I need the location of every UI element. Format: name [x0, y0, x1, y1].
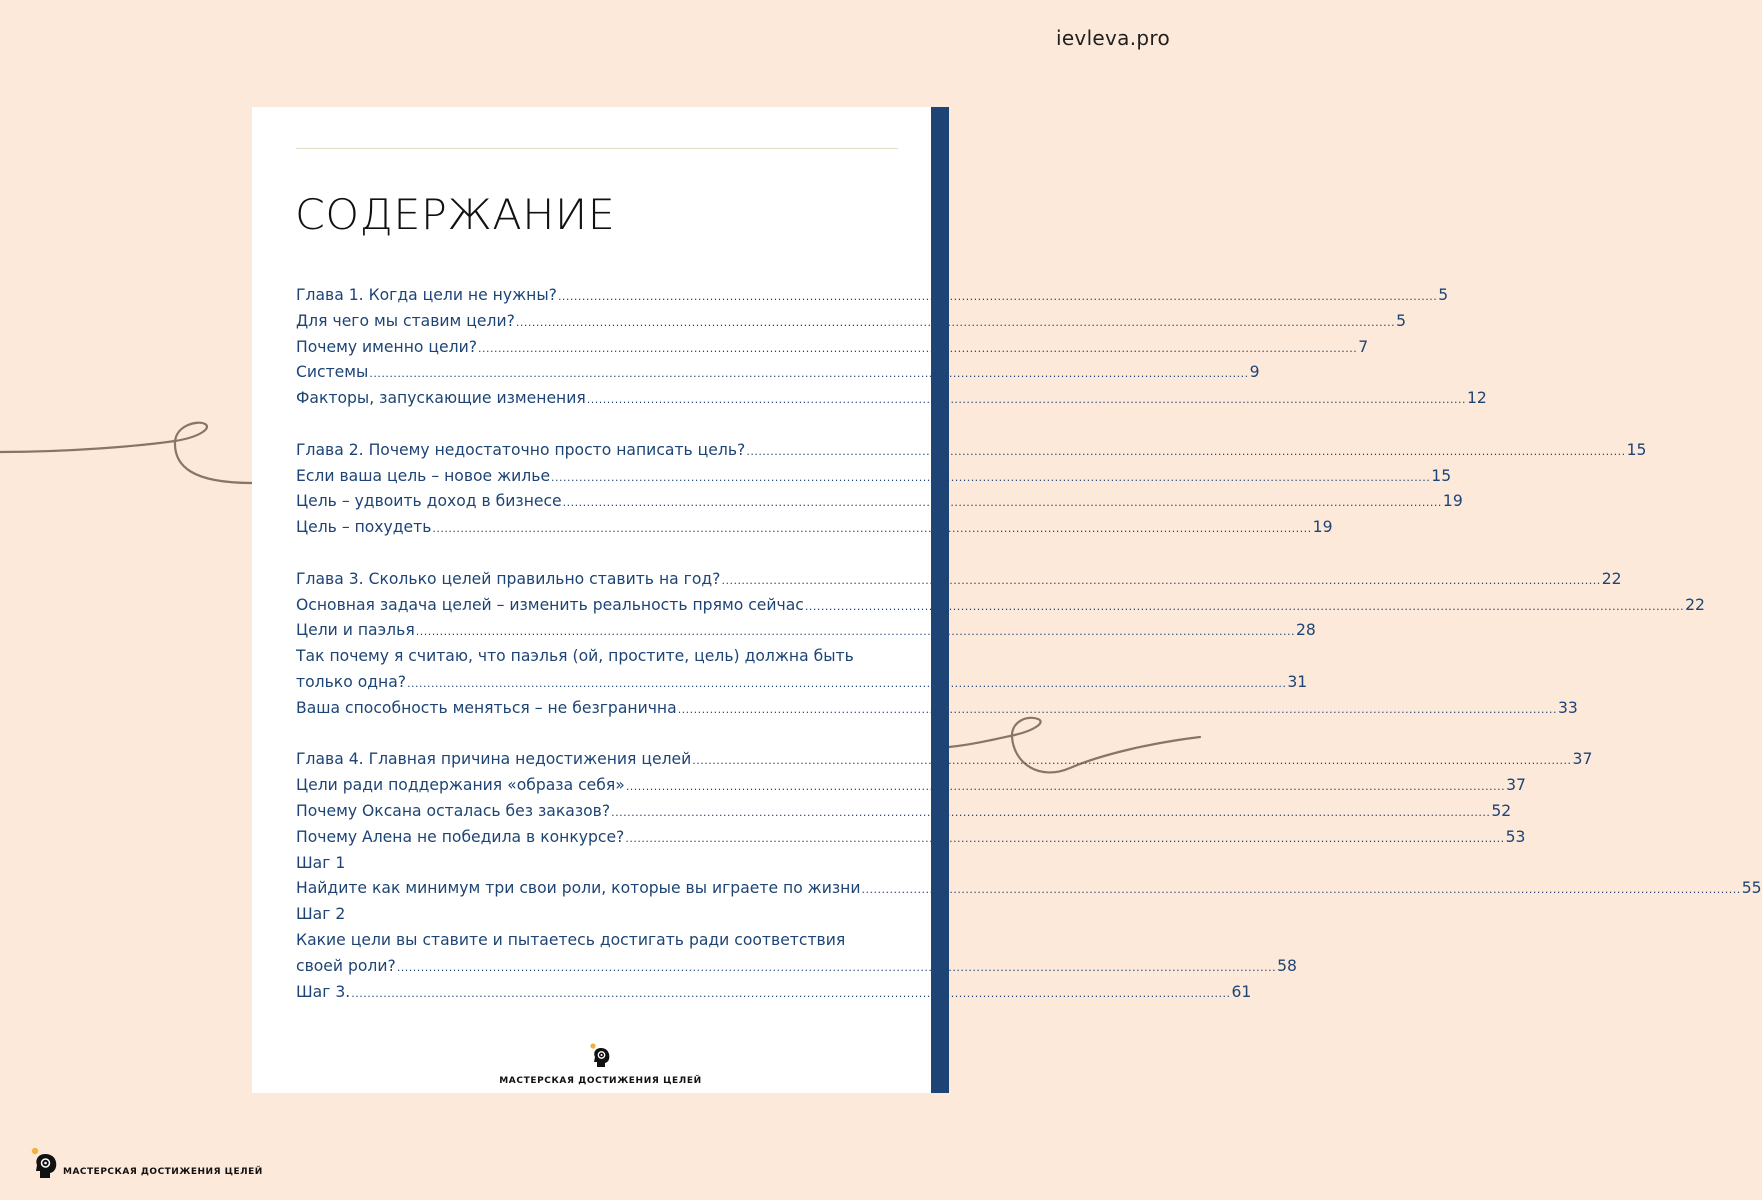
toc-entry-label: Цель – удвоить доход в бизнесе — [296, 492, 562, 511]
toc-entry[interactable] — [296, 309, 1407, 335]
toc-entry[interactable] — [296, 464, 1452, 490]
page-brand-logo — [252, 1042, 949, 1086]
toc-entry-label: Глава 2. Почему недостаточно просто написать цель? — [296, 440, 746, 459]
toc-entry[interactable] — [296, 386, 1487, 412]
toc-entry[interactable] — [296, 283, 1449, 309]
toc-entry-label: Глава 1. Когда цели не нужны? — [296, 286, 557, 304]
toc-leader-dots: ............................................................................................................................................................................................................................ — [746, 444, 1626, 458]
head-gear-logo-icon — [30, 1146, 60, 1180]
toc-entry-label: Глава 4. Главная причина недостижения целей — [296, 750, 692, 769]
toc-entry-label: Найдите как минимум три свои роли, которые вы играете по жизни — [296, 879, 861, 898]
toc-leader-dots: ............................................................................................................................................................................................................................ — [557, 290, 1438, 303]
toc-entry-label: Цель – похудеть — [296, 518, 432, 537]
toc-entry[interactable] — [296, 928, 896, 954]
toc-entry-label: Какие цели вы ставите и пытаетесь достигать ради соответствия — [296, 930, 846, 949]
toc-entry-page: 12 — [1467, 389, 1487, 408]
toc-entry-label: Шаг 2 — [296, 905, 346, 924]
toc-leader-dots: ............................................................................................................................................................................................................................ — [611, 805, 1491, 819]
toc-entry-label: своей роли? — [296, 956, 396, 975]
toc-leader-dots: ............................................................................................................................................................................................................................ — [861, 883, 1741, 897]
toc-entry-page: 9 — [1249, 363, 1260, 382]
left-swirl-line — [0, 423, 252, 483]
toc-entry-label: Цели ради поддержания «образа себя» — [296, 776, 625, 795]
toc-leader-dots: ............................................................................................................................................................................................................................ — [407, 676, 1287, 690]
toc-entry[interactable] — [296, 747, 1593, 773]
document-page — [252, 107, 1762, 1093]
toc-leader-dots: ............................................................................................................................................................................................................................ — [396, 960, 1277, 974]
toc-entry-page: 58 — [1277, 956, 1297, 975]
toc-entry-page: 19 — [1442, 492, 1463, 511]
toc-entry[interactable] — [296, 360, 1260, 386]
toc-leader-dots: ............................................................................................................................................................................................................................ — [804, 599, 1685, 613]
toc-entry[interactable] — [296, 773, 1526, 799]
page-brand-name: МАСТЕРСКАЯ ДОСТИЖЕНИЯ ЦЕЛЕЙ — [499, 1076, 702, 1086]
toc-leader-dots: ............................................................................................................................................................................................................................ — [721, 573, 1601, 587]
toc-entry-label: Факторы, запускающие изменения — [296, 389, 586, 408]
toc-entry-page: 28 — [1295, 621, 1316, 640]
toc-entry-label: Ваша способность меняться – не безгранична — [296, 698, 677, 717]
toc-entry-page: 15 — [1431, 466, 1452, 485]
toc-entry[interactable] — [296, 567, 1622, 593]
toc-leader-dots: ............................................................................................................................................................................................................................ — [478, 341, 1358, 355]
toc-leader-dots: ............................................................................................................................................................................................................................ — [351, 986, 1231, 1000]
toc-entry[interactable] — [296, 670, 1308, 696]
toc-leader-dots: ............................................................................................................................................................................................................................ — [692, 754, 1572, 768]
toc-entry[interactable] — [296, 825, 1526, 851]
toc-entry-label: Системы — [296, 363, 369, 382]
toc-entry-page: 37 — [1506, 776, 1526, 795]
toc-entry-page: 33 — [1557, 698, 1578, 717]
toc-leader-dots: ............................................................................................................................................................................................................................ — [415, 625, 1295, 639]
toc-entry-page: 52 — [1491, 801, 1512, 820]
toc-entry-label: Почему Алена не победила в конкурсе? — [296, 827, 625, 846]
table-of-contents — [296, 283, 1762, 1005]
toc-entry[interactable] — [296, 335, 1369, 361]
toc-leader-dots: ............................................................................................................................................................................................................................ — [625, 780, 1506, 794]
head-gear-logo-icon — [589, 1042, 613, 1070]
toc-entry-label: Так почему я считаю, что паэлья (ой, простите, цель) должна быть — [296, 647, 854, 666]
toc-entry[interactable] — [296, 644, 896, 670]
toc-entry[interactable] — [296, 980, 1252, 1006]
toc-entry-label: Шаг 3. — [296, 982, 351, 1001]
toc-leader-dots: ............................................................................................................................................................................................................................ — [551, 470, 1431, 484]
corner-brand-name: МАСТЕРСКАЯ ДОСТИЖЕНИЯ ЦЕЛЕЙ — [63, 1167, 263, 1177]
toc-entry-page: 5 — [1396, 311, 1407, 330]
toc-entry-page: 5 — [1438, 286, 1449, 304]
toc-entry-label: Шаг 1 — [296, 853, 346, 872]
toc-entry-label: Глава 3. Сколько целей правильно ставить на год? — [296, 569, 721, 588]
toc-entry-page: 7 — [1358, 337, 1369, 356]
toc-entry-label: Почему именно цели? — [296, 337, 477, 356]
toc-entry[interactable] — [296, 902, 896, 928]
toc-entry[interactable] — [296, 438, 1647, 464]
toc-entry-page: 15 — [1626, 440, 1647, 459]
toc-entry-label: только одна? — [296, 672, 407, 691]
toc-entry[interactable] — [296, 593, 1705, 619]
toc-leader-dots: ............................................................................................................................................................................................................................ — [515, 315, 1396, 329]
toc-entry-page: 31 — [1287, 672, 1308, 691]
toc-entry[interactable] — [296, 515, 1333, 541]
toc-title: СОДЕРЖАНИЕ — [295, 190, 616, 239]
toc-leader-dots: ............................................................................................................................................................................................................................ — [586, 393, 1466, 407]
toc-section-gap — [296, 412, 896, 438]
toc-entry-label: Цели и паэлья — [296, 621, 415, 640]
top-rule — [296, 148, 898, 149]
toc-entry[interactable] — [296, 799, 1512, 825]
corner-brand-logo[interactable] — [30, 1146, 263, 1180]
toc-entry-page: 22 — [1601, 569, 1622, 588]
toc-section-gap — [296, 722, 896, 748]
toc-entry-page: 37 — [1572, 750, 1593, 769]
toc-entry[interactable] — [296, 618, 1316, 644]
toc-leader-dots: ............................................................................................................................................................................................................................ — [562, 496, 1442, 510]
toc-entry-page: 53 — [1505, 827, 1526, 846]
toc-entry[interactable] — [296, 851, 896, 877]
toc-entry[interactable] — [296, 489, 1463, 515]
site-url[interactable]: ievleva.pro — [1055, 26, 1170, 50]
toc-leader-dots: ............................................................................................................................................................................................................................ — [625, 831, 1505, 845]
toc-entry-page: 22 — [1685, 595, 1705, 614]
toc-leader-dots: ............................................................................................................................................................................................................................ — [369, 367, 1249, 381]
toc-entry-label: Почему Оксана осталась без заказов? — [296, 801, 611, 820]
toc-entry-label: Основная задача целей – изменить реальность прямо сейчас — [296, 595, 804, 614]
toc-entry-label: Для чего мы ставим цели? — [296, 311, 515, 330]
toc-leader-dots: ............................................................................................................................................................................................................................ — [677, 702, 1557, 716]
toc-entry-page: 55 — [1741, 879, 1762, 898]
toc-entry[interactable] — [296, 876, 1762, 902]
toc-entry-page: 19 — [1312, 518, 1333, 537]
toc-leader-dots: ............................................................................................................................................................................................................................ — [432, 522, 1312, 536]
toc-entry[interactable] — [296, 696, 1578, 722]
toc-entry-page: 61 — [1231, 982, 1252, 1001]
toc-entry[interactable] — [296, 954, 1297, 980]
toc-section-gap — [296, 541, 896, 567]
toc-entry-label: Если ваша цель – новое жилье — [296, 466, 551, 485]
